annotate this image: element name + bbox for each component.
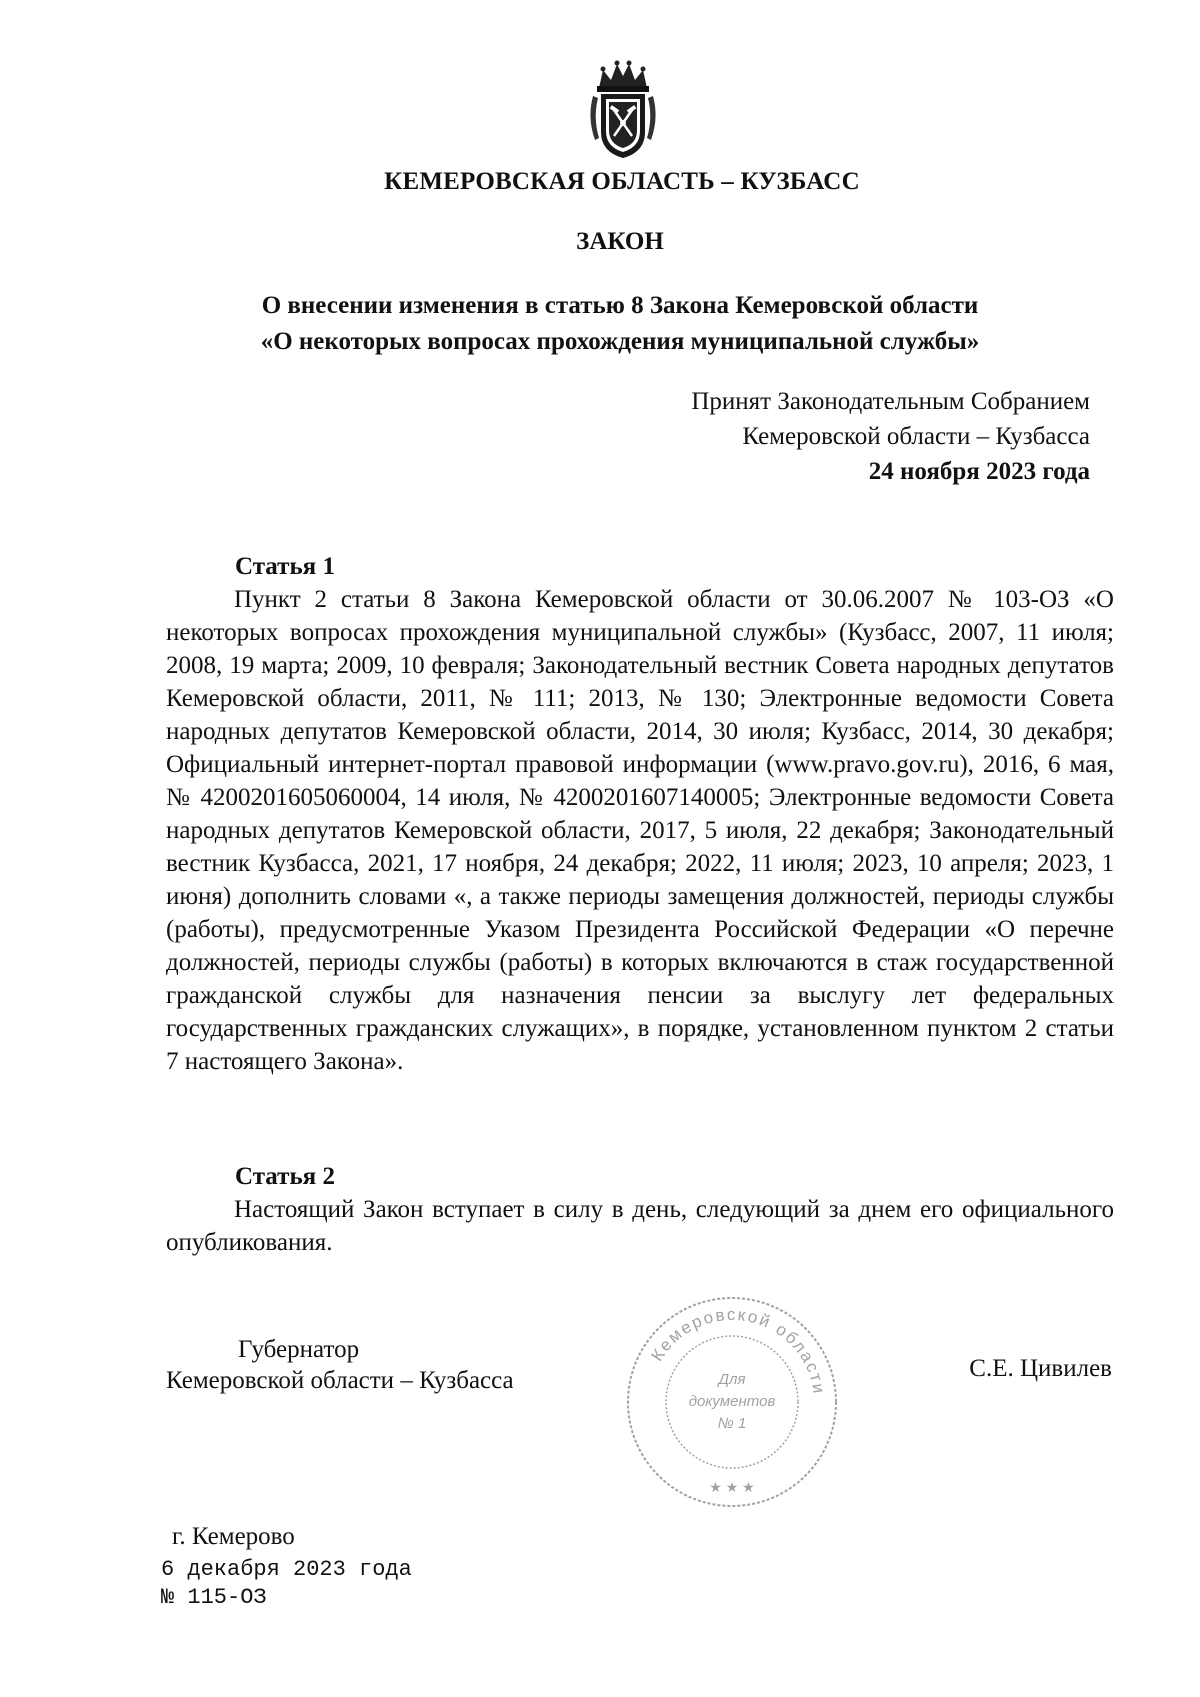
signatory-name: С.Е. Цивилев bbox=[969, 1355, 1112, 1382]
adoption-block bbox=[490, 384, 1090, 489]
signing-date: 6 декабря 2023 года bbox=[161, 1557, 412, 1582]
article-1-text: Пункт 2 статьи 8 Закона Кемеровской области от 30.06.2007 № 103-ОЗ «О некоторых вопросах прохождения муниципальной службы» (Кузбасс, 2007, 11 июля; 2008, 19 марта; 2009, 10 февраля; Законодательный вестник Совета народных депутатов Кемеровской области, 2011, № 111; 2013, № 130; Электронные ведомости Совета народных депутатов Кемеровской области, 2014, 30 июля; Кузбасс, 2014, 30 декабря; Официальный интернет-портал правовой информации (www.pravo.gov.ru), 2016, 6 мая, № 4200201605060004, 14 июля, № 4200201607140005; Электронные ведомости Совета народных депутатов Кемеровской области, 2017, 5 июля, 22 декабря; Законодательный вестник Кузбасса, 2021, 17 ноября, 24 декабря; 2022, 11 июля; 2023, 10 апреля; 2023, 1 июня) дополнить словами «, а также периоды замещения должностей, периоды службы (работы), предусмотренные Указом Президента Российской Федерации «О перечне должностей, периоды службы (работы) в которых включаются в стаж государственной гражданской службы для назначения пенсии за выслугу лет федеральных государственных гражданских служащих», в порядке, установленном пунктом 2 статьи 7 настоящего Закона». bbox=[166, 586, 1114, 1075]
region-heading: КЕМЕРОВСКАЯ ОБЛАСТЬ – КУЗБАСС bbox=[384, 168, 860, 195]
subject-line-1: О внесении изменения в статью 8 Закона Кемеровской области bbox=[261, 292, 979, 319]
stamp-line-3: № 1 bbox=[717, 1415, 747, 1432]
law-number: № 115-ОЗ bbox=[161, 1585, 267, 1610]
subject-line-2: «О некоторых вопросах прохождения муниципальной службы» bbox=[260, 328, 980, 355]
stamp-stars-icon: ★ ★ ★ bbox=[709, 1479, 755, 1495]
stamp-line-2: документов bbox=[688, 1393, 776, 1410]
stamp-ring-text: Кемеровской области bbox=[647, 1304, 829, 1397]
document-type-heading: ЗАКОН bbox=[576, 228, 664, 255]
adopted-by-line: Принят Законодательным Собранием bbox=[691, 388, 1090, 415]
adopted-region-line: Кемеровской области – Кузбасса bbox=[742, 423, 1090, 450]
article-2-text: Настоящий Закон вступает в силу в день, следующий за днем его официального опубликования. bbox=[166, 1196, 1114, 1256]
law-subject-heading bbox=[0, 288, 1200, 360]
signatory-region: Кемеровской области – Кузбасса bbox=[166, 1367, 514, 1394]
coat-of-arms-emblem bbox=[585, 58, 661, 162]
stamp-line-1: Для bbox=[718, 1371, 746, 1388]
signing-place: г. Кемерово bbox=[172, 1523, 295, 1550]
signatory-title: Губернатор bbox=[238, 1336, 360, 1363]
adoption-date: 24 ноября 2023 года bbox=[868, 458, 1090, 485]
article-2-title: Статья 2 bbox=[235, 1163, 335, 1190]
official-seal-stamp bbox=[622, 1292, 842, 1512]
article-1-title: Статья 1 bbox=[235, 553, 335, 580]
